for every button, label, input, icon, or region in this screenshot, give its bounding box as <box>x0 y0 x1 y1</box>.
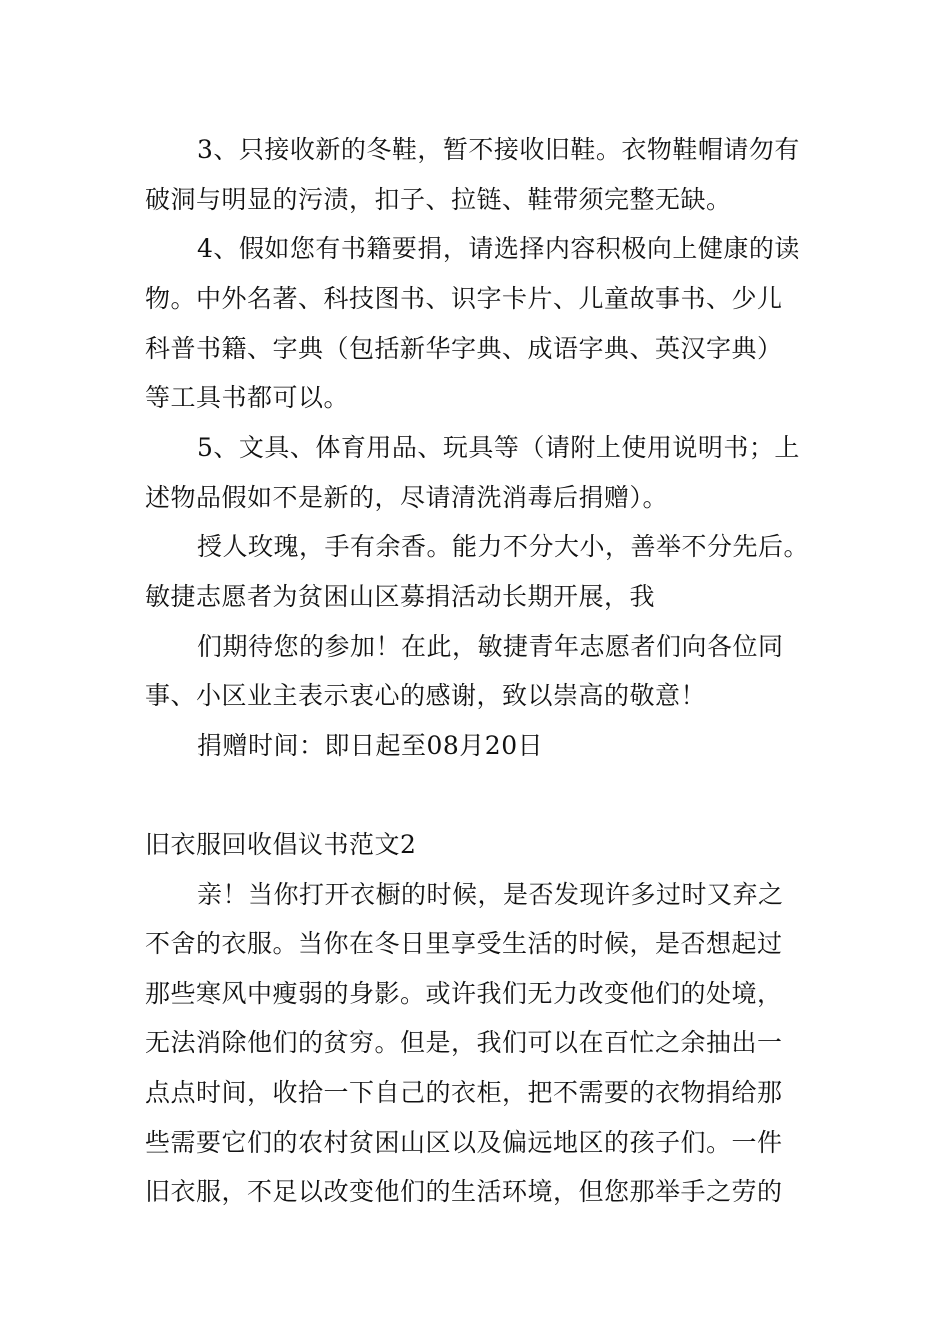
paragraph-line: 旧衣服，不足以改变他们的生活环境，但您那举手之劳的 <box>145 1177 783 1206</box>
paragraph-line: 亲！当你打开衣橱的时候，是否发现许多过时又弃之 <box>197 880 784 909</box>
paragraph-line: 科普书籍、字典（包括新华字典、成语字典、英汉字典） <box>145 334 783 363</box>
paragraph-line: 述物品假如不是新的，尽请清洗消毒后捐赠）。 <box>145 483 669 512</box>
paragraph-line: 些需要它们的农村贫困山区以及偏远地区的孩子们。一件 <box>145 1128 783 1157</box>
section-title: 旧衣服回收倡议书范文2 <box>145 830 417 859</box>
paragraph-line: 事、小区业主表示衷心的感谢，致以崇高的敬意！ <box>145 681 707 710</box>
paragraph-line: 捐赠时间：即日起至08月20日 <box>197 731 544 760</box>
paragraph-line: 授人玫瑰，手有余香。能力不分大小，善举不分先后。 <box>197 532 810 561</box>
paragraph-line: 3、只接收新的冬鞋，暂不接收旧鞋。衣物鞋帽请勿有 <box>197 135 800 164</box>
paragraph-line: 5、文具、体育用品、玩具等（请附上使用说明书；上 <box>197 433 800 462</box>
paragraph-line: 点点时间，收拾一下自己的衣柜，把不需要的衣物捐给那 <box>145 1078 783 1107</box>
paragraph-line: 等工具书都可以。 <box>145 383 350 412</box>
paragraph-line: 破洞与明显的污渍，扣子、拉链、鞋带须完整无缺。 <box>145 185 732 214</box>
paragraph-line: 无法消除他们的贫穷。但是，我们可以在百忙之余抽出一 <box>145 1028 783 1057</box>
paragraph-line: 那些寒风中瘦弱的身影。或许我们无力改变他们的处境， <box>145 979 783 1008</box>
paragraph-line: 们期待您的参加！在此，敏捷青年志愿者们向各位同 <box>197 632 784 661</box>
paragraph-line: 不舍的衣服。当你在冬日里享受生活的时候，是否想起过 <box>145 929 783 958</box>
paragraph-line: 4、假如您有书籍要捐，请选择内容积极向上健康的读 <box>197 234 800 263</box>
paragraph-line: 物。中外名著、科技图书、识字卡片、儿童故事书、少儿 <box>145 284 783 313</box>
paragraph-line: 敏捷志愿者为贫困山区募捐活动长期开展，我 <box>145 582 656 611</box>
